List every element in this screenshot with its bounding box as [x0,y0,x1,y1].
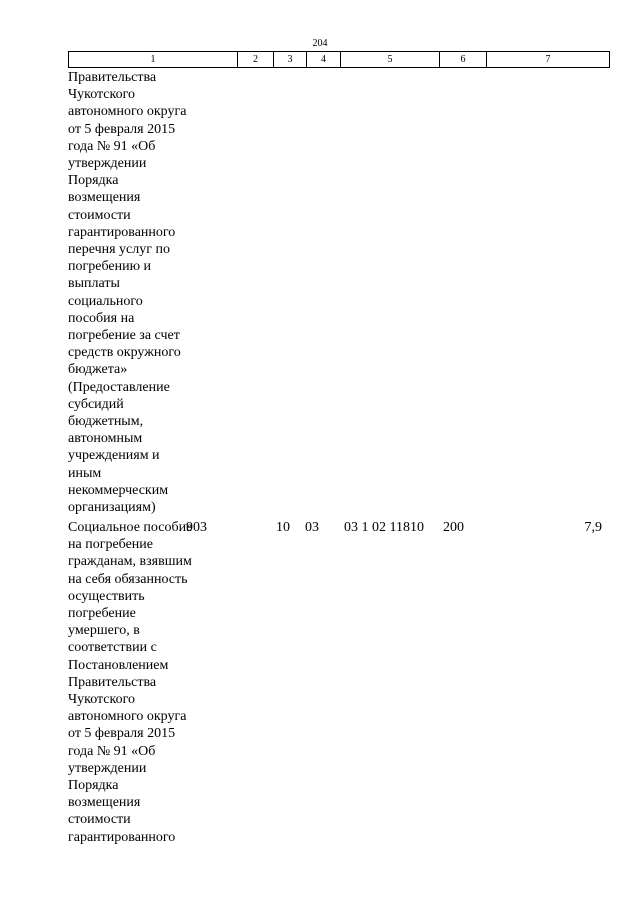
description-line: субсидий [68,396,124,412]
description-line: Постановлением [68,657,169,673]
column-number-7: 7 [487,52,610,68]
column-number-row [69,52,610,68]
description-line: выплаты [68,276,120,292]
description-line: утверждении [68,156,147,172]
description-line: автономного округа [68,709,187,725]
description-line: погребение за счет [68,328,180,344]
description-line: года № 91 «Об [68,138,156,154]
description-line: автономным [68,431,143,447]
column-number-header [68,51,610,68]
description-line: погребение [68,606,136,622]
description-line: Правительства [68,674,157,690]
description-line: осуществить [68,588,145,604]
description-line: умершего, в [68,623,140,639]
row-2-description [68,519,238,846]
description-line: возмещения [68,190,141,206]
row-2-col-3-value: 10 [276,520,290,535]
description-line: некоммерческим [68,482,169,498]
description-line: погребению и [68,259,152,275]
description-line: возмещения [68,795,141,811]
row-2-col-7-value: 7,9 [584,520,602,535]
description-line: соответствии с [68,640,157,656]
description-line: гарантированного [68,224,176,240]
column-number-2: 2 [238,52,274,68]
column-number-1: 1 [69,52,238,68]
column-number-6: 6 [440,52,487,68]
description-line: от 5 февраля 2015 [68,726,176,742]
description-line: от 5 февраля 2015 [68,121,176,137]
description-line: учреждениям и [68,448,160,464]
description-line: Социальное пособие [68,520,193,535]
description-line: пособия на [68,310,135,326]
column-number-3: 3 [274,52,307,68]
description-line: социального [68,293,143,309]
column-number-4: 4 [307,52,341,68]
description-line: Порядка [68,173,119,189]
row-2-col-5-value: 03 1 02 11810 [344,520,424,535]
description-line: бюджета» [68,362,128,378]
row-2-col-6-value: 200 [443,520,464,535]
page-number: 204 [312,38,328,49]
description-line: утверждении [68,760,147,776]
row-2-col-2-value: 903 [186,520,207,535]
description-line: иным [68,465,102,481]
description-line: автономного округа [68,104,187,120]
description-line: стоимости [68,207,131,223]
column-number-5: 5 [341,52,440,68]
row-2-col-4-value: 03 [305,520,319,535]
description-line: бюджетным, [68,414,144,430]
description-line: Чукотского [68,692,135,708]
description-line: средств окружного [68,345,181,361]
description-line: гарантированного [68,829,176,845]
description-line: стоимости [68,812,131,828]
description-line: Чукотского [68,87,135,103]
row-1-description [68,69,238,516]
description-line: на себя обязанность [68,571,188,587]
description-line: гражданам, взявшим [68,554,192,570]
description-line: года № 91 «Об [68,743,156,759]
description-line: организациям) [68,500,156,516]
description-line: на погребение [68,537,154,553]
description-line: перечня услуг по [68,242,170,258]
description-line: Правительства [68,70,157,85]
description-line: (Предоставление [68,379,170,395]
description-line: Порядка [68,778,119,794]
